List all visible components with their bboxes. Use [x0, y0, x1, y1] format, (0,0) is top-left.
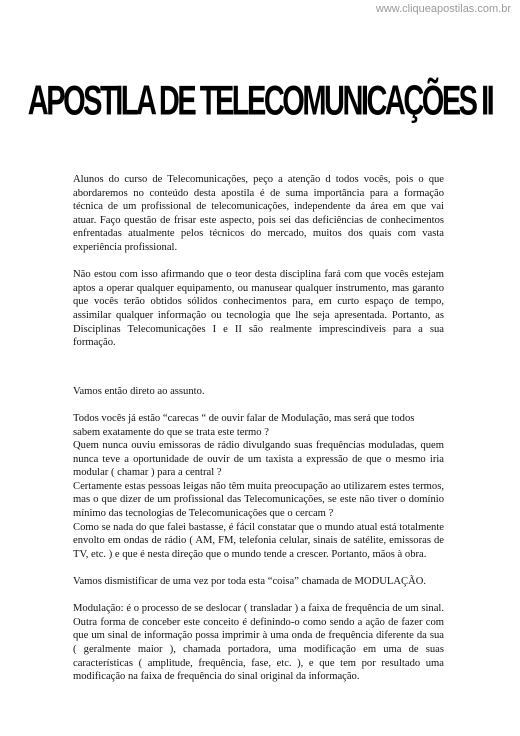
- paragraph-radio: Quem nunca ouviu emissoras de rádio divulgando suas frequências moduladas, quem nunca teve a oportunidade de ouvir de um taxista a expressão de que o mesmo iria modular ( chamar ) para a central ?: [73, 440, 444, 479]
- paragraph-definition: Modulação: é o processo de se deslocar ( transladar ) a faixa de frequência de um sinal. Outra forma de conceber este conceito é definindo-o como sendo a ação de fazer com que um sinal de informação possa imprimir à uma onda de frequência diferente da sua ( geralmente maior ), chamada portadora, uma modificação em uma de suas características ( amplitude, frequência, fase, etc. ), e que tem por resultado uma modificação na faixa de frequência do sinal original da informação.: [73, 603, 444, 683]
- watermark: www.cliqueapostilas.com.br: [375, 3, 511, 15]
- paragraph-start: Vamos então direto ao assunto.: [73, 385, 205, 397]
- paragraph-demystify: Vamos dismistificar de uma vez por toda esta “coisa” chamada de MODULAÇÃO.: [73, 576, 427, 588]
- paragraph-question: Todos vocês já estão “carecas “ de ouvir falar de Modulação, mas será que todos sabem exatamente do que se trata este termo ?: [73, 412, 415, 438]
- paragraph-world: Como se nada do que falei bastasse, é fácil constatar que o mundo atual está totalmente envolto em ondas de rádio ( AM, FM, telefonia celular, sinais de satélite, emissoras de TV, etc. ) e que é nesta direção que o mundo tende a crescer. Portanto, mãos à obra.: [73, 521, 444, 560]
- paragraph-professional: Certamente estas pessoas leigas não têm muita preocupação ao utilizarem estes termos, mas o que dizer de um profissional das Telecomunicações, se este não tiver o domínio mínimo das tecnologias de Telecomunicações que o cercam ?: [73, 480, 444, 520]
- paragraph-purpose: Não estou com isso afirmando que o teor desta disciplina fará com que vocês estejam aptos a operar qualquer equipamento, ou manusear qualquer instrumento, mas garanto que vocês terão obtidos sólidos conhecimentos para, em curto espaço de tempo, assimilar qualquer informação ou tecnologia que lhe seja apresentada. Portanto, as Disciplinas Telecomunicações I e II são realmente imprescindíveis para a sua formação.: [73, 269, 444, 349]
- document-body: [73, 173, 444, 684]
- page-title: APOSTILA DE TELECOMUNICAÇÕES II: [27, 78, 493, 125]
- paragraph-intro: Alunos do curso de Telecomunicações, peço a atenção d todos vocês, pois o que abordaremos no conteúdo desta apostila é de suma importância para a formação técnica de um profissional de telecomunicações, independente da área em que vai atuar. Faço questão de frisar este aspecto, pois sei das deficiências de conhecimentos enfrentadas atualmente pelos técnicos do mercado, muitos dos quais com vasta experiência profissional.: [73, 174, 444, 253]
